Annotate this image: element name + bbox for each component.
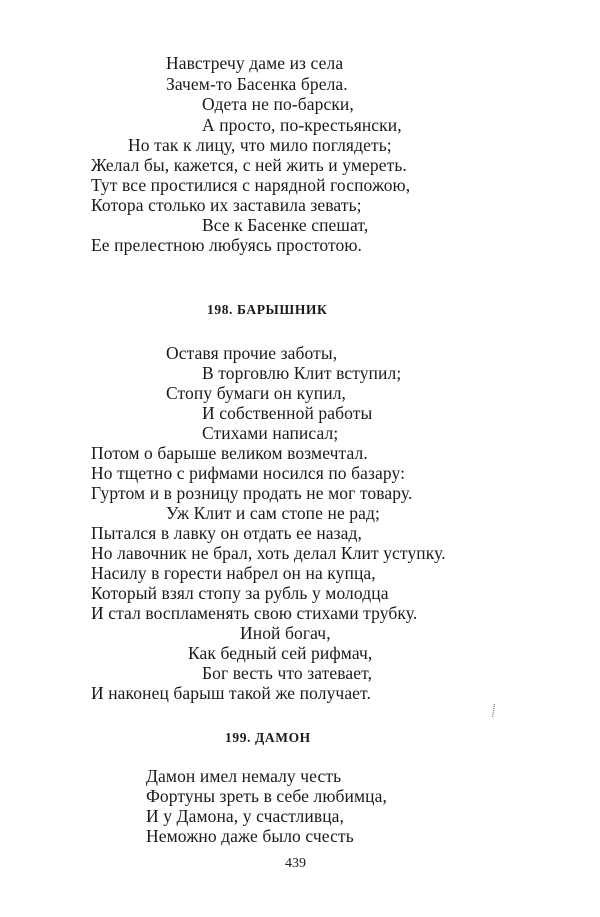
verse-line: И стал воспламенять свою стихами трубку. — [91, 603, 418, 623]
verse-line: Пытался в лавку он отдать ее назад, — [91, 523, 363, 543]
verse-line: Иной богач, — [240, 623, 331, 643]
poem-198-heading: 198. БАРЫШНИК — [207, 302, 328, 317]
print-speck — [492, 704, 497, 717]
verse-line: Одета не по-барски, — [202, 94, 354, 114]
verse-line: Котора столько их заставила зевать; — [91, 195, 362, 215]
verse-line: Бог весть что затевает, — [202, 663, 373, 683]
verse-line: Дамон имел немалу честь — [146, 766, 342, 786]
verse-line: Навстречу даме из села — [166, 53, 344, 73]
verse-line: Ее прелестною любуясь простотою. — [91, 235, 362, 255]
verse-line: Тут все простилися с нарядной госпожою, — [91, 175, 411, 195]
verse-line: Неможно даже было счесть — [146, 826, 354, 846]
verse-line: И у Дамона, у счастливца, — [146, 806, 345, 826]
verse-line: Уж Клит и сам стопе не рад; — [166, 503, 380, 523]
verse-line: А просто, по-крестьянски, — [202, 115, 402, 135]
verse-line: Который взял стопу за рубль у молодца — [91, 583, 389, 603]
verse-line: Насилу в горести набрел он на купца, — [91, 563, 376, 583]
verse-line: В торговлю Клит вступил; — [202, 363, 402, 383]
page-number: 439 — [285, 856, 306, 871]
verse-line: Как бедный сей рифмач, — [188, 643, 373, 663]
verse-line: Гуртом и в розницу продать не мог товару. — [91, 483, 413, 503]
verse-line: Оставя прочие заботы, — [166, 343, 338, 363]
verse-line: Все к Басенке спешат, — [202, 215, 369, 235]
verse-line: Стихами написал; — [202, 423, 339, 443]
verse-line: Но тщетно с рифмами носился по базару: — [91, 463, 406, 483]
verse-line: Фортуны зреть в себе любимца, — [146, 786, 387, 806]
verse-line: Потом о барыше великом возмечтал. — [91, 443, 368, 463]
verse-line: Стопу бумаги он купил, — [166, 383, 347, 403]
verse-line: И собственной работы — [202, 403, 373, 423]
verse-line: Зачем-то Басенка брела. — [166, 74, 348, 94]
verse-line: Но так к лицу, что мило поглядеть; — [128, 135, 392, 155]
verse-line: Но лавочник не брал, хоть делал Клит уступку. — [91, 543, 446, 563]
poem-199-heading: 199. ДАМОН — [225, 730, 311, 745]
verse-line: И наконец барыш такой же получает. — [91, 683, 371, 703]
verse-line: Желал бы, кажется, с ней жить и умереть. — [91, 155, 407, 175]
